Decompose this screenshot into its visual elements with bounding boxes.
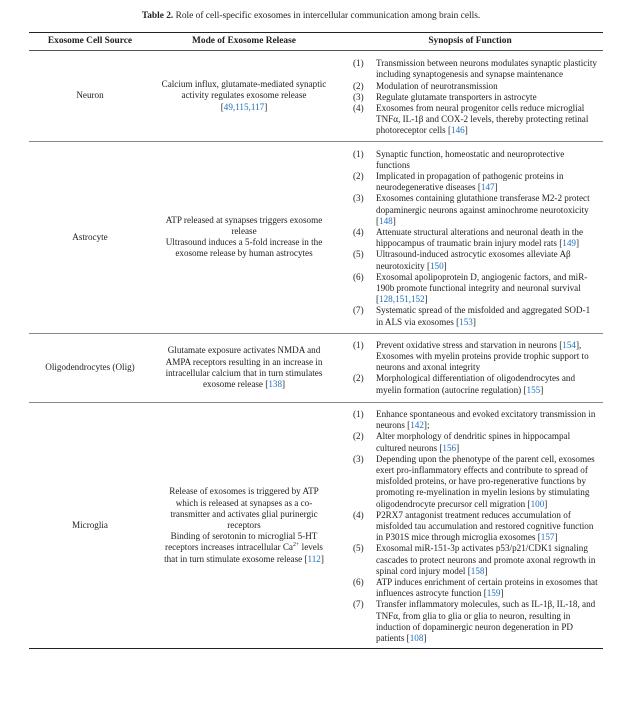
- list-item: (1) Synaptic function, homeostatic and neuroprotective functions: [353, 148, 565, 170]
- citation-link[interactable]: 154: [562, 339, 576, 350]
- list-item: (6) Exosomal apolipoprotein D, angiogenic factors, and miR-190b promote functional integrity and neuronal survival [128,151,152]: [353, 271, 588, 305]
- list-item: (3) Regulate glutamate transporters in astrocyte: [353, 91, 537, 102]
- cell-mode: ATP released at synapses triggers exosome release Ultrasound induces a 5-fold increase in the exosome release by human astrocytes: [151, 141, 337, 333]
- citation-link[interactable]: 142: [410, 420, 424, 431]
- table-row: [29, 402, 603, 648]
- list-item: (2) Implicated in propagation of pathogenic proteins in neurodegenerative diseases [147]: [353, 171, 564, 193]
- citation-link[interactable]: 147: [480, 182, 495, 193]
- citation-link[interactable]: 128,151,152: [379, 294, 425, 305]
- list-item: (2) Modulation of neurotransmission: [353, 80, 498, 91]
- list-item: (6) ATP induces enrichment of certain proteins in exosomes that influences astrocyte function [159]: [353, 576, 598, 599]
- exosome-table: [29, 32, 603, 649]
- list-item: (7) Transfer inflammatory molecules, such as IL-1β, IL-18, and TNFα, from glia to glia or glia to neuron, resulting in induction of dopaminergic neuron degeneration in PD patients [108]: [353, 599, 596, 643]
- citation-link[interactable]: 49,115,117: [223, 101, 265, 112]
- citation-link[interactable]: 108: [409, 632, 424, 643]
- table-label: Table 2.: [141, 11, 174, 21]
- table-row: [29, 141, 603, 333]
- cell-source: Astrocyte: [29, 141, 151, 333]
- list-item: (2) Alter morphology of dendritic spines in hippocampal cultured neurons [156]: [353, 431, 571, 453]
- citation-link[interactable]: 149: [562, 238, 576, 249]
- list-item: (3) Depending upon the phenotype of the parent cell, exosomes exert pro-inflammatory effects and contribute to spread of misfolded proteins, or have pro-regenerative functions by promoting re-myelination in myelin lesions by stimulating oligodendrocyte precursor cell migration [100]: [353, 453, 595, 509]
- citation-link[interactable]: 150: [429, 260, 444, 271]
- list-item: (4) Attenuate structural alterations and neuronal death in the hippocampus of traumatic brain injury model rats [149]: [353, 227, 584, 249]
- cell-synopsis: [337, 141, 603, 333]
- list-item: (4) P2RX7 antagonist treatment reduces accumulation of misfolded tau accumulation and restored cognitive function in P301S mice through microglia exosomes [157]: [353, 509, 594, 543]
- cell-synopsis: [337, 51, 603, 141]
- cell-mode: Calcium influx, glutamate-mediated synaptic activity regulates exosome release [49,115,117]: [151, 51, 337, 141]
- table-caption: [0, 11, 622, 21]
- list-item: (1) Enhance spontaneous and evoked excitatory transmission in neurons [142];: [353, 408, 596, 431]
- citation-link[interactable]: 157: [540, 532, 555, 543]
- table-row: [29, 51, 603, 141]
- citation-link[interactable]: 153: [459, 316, 473, 327]
- cell-synopsis: [337, 402, 603, 648]
- citation-link[interactable]: 112: [307, 553, 321, 564]
- cell-mode: Glutamate exposure activates NMDA and AMPA receptors resulting in an increase in intracellular calcium that in turn stimulates exosome release [138]: [151, 333, 337, 402]
- list-item: (1) Prevent oxidative stress and starvation in neurons [154], Exosomes with myelin proteins provide trophic support to neurons and axonal integrity: [353, 339, 589, 373]
- citation-link[interactable]: 148: [379, 215, 393, 226]
- cell-synopsis: [337, 333, 603, 402]
- citation-link[interactable]: 159: [486, 588, 501, 599]
- list-item: (2) Morphological differentiation of oligodendrocytes and myelin formation (autocrine regulation) [155]: [353, 373, 576, 395]
- header-source: Exosome Cell Source: [29, 33, 151, 51]
- citation-link[interactable]: 155: [526, 384, 541, 395]
- cell-source: Microglia: [29, 402, 151, 648]
- cell-source: Oligodendrocytes (Olig): [29, 333, 151, 402]
- citation-link[interactable]: 138: [268, 379, 282, 390]
- cell-mode: Release of exosomes is triggered by ATP which is released at synapses as a co-transmitter and activates glial purinergic receptors Binding of serotonin to microglial 5-HT receptors increases intracellular $Ca^{2+}$ levels that in turn stimulate exosome release [112]: [151, 402, 337, 648]
- citation-link[interactable]: 158: [470, 565, 485, 576]
- header-mode: Mode of Exosome Release: [151, 33, 337, 51]
- header-synopsis: Synopsis of Function: [337, 33, 603, 51]
- cell-source: Neuron: [29, 51, 151, 141]
- list-item: (7) Systematic spread of the misfolded and aggregated SOD-1 in ALS via exosomes [153]: [353, 305, 591, 327]
- list-item: (5) Exosomal miR-151-3p activates p53/p21/CDK1 signaling cascades to protect neurons and promote axonal regrowth in spinal cord injury model [158]: [353, 543, 596, 576]
- list-item: (3) Exosomes containing glutathione transferase M2-2 protect dopaminergic neurons against aminochrome neurotoxicity [148]: [353, 193, 590, 226]
- citation-link[interactable]: 156: [442, 442, 457, 453]
- list-item: (5) Ultrasound-induced astrocytic exosomes alleviate Aβ neurotoxicity [150]: [353, 249, 571, 271]
- citation-link[interactable]: 100: [530, 498, 545, 509]
- citation-link[interactable]: 146: [451, 125, 465, 136]
- list-item: (4) Exosomes from neural progenitor cells reduce microglial TNFα, IL-1β and COX-2 levels, thereby protecting retinal photoreceptor cells [146]: [353, 103, 589, 136]
- header-row: [29, 33, 603, 51]
- table-title: Role of cell-specific exosomes in intercellular communication among brain cells.: [173, 11, 481, 21]
- table-row: [29, 333, 603, 402]
- list-item: (1) Transmission between neurons modulates synaptic plasticity including synaptogenesis and synapse maintenance: [353, 58, 597, 80]
